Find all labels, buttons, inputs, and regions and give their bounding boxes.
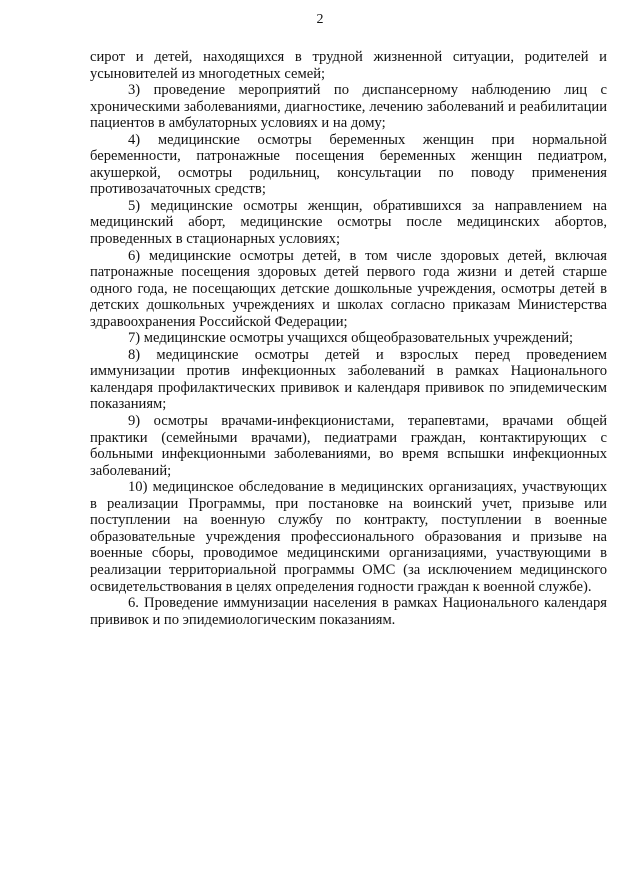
- paragraph-continuation: сирот и детей, находящихся в трудной жизненной ситуации, родителей и усыновителей из многодетных семей;: [90, 49, 607, 82]
- paragraph-item-10: 10) медицинское обследование в медицинских организациях, участвующих в реализации Программы, при постановке на воинский учет, призыве или поступлении на военную службу по контракту, поступлении в военные образовательные учреждения профессионального образования и призыве на военные сборы, проводимое медицинскими организациями, участвующими в реализации территориальной программы ОМС (за исключением медицинского освидетельствования в целях определения годности граждан к военной службе).: [90, 479, 607, 595]
- paragraph-item-8: 8) медицинские осмотры детей и взрослых перед проведением иммунизации против инфекционных заболеваний в рамках Национального календаря профилактических прививок и календаря прививок по эпидемическим показаниям;: [90, 346, 607, 413]
- document-body: [90, 49, 607, 628]
- paragraph-item-7: 7) медицинские осмотры учащихся общеобразовательных учреждений;: [128, 330, 574, 347]
- paragraph-item-5: 5) медицинские осмотры женщин, обратившихся за направлением на медицинский аборт, медицинские осмотры после медицинских абортов, проведенных в стационарных условиях;: [90, 197, 607, 248]
- page-number: 2: [316, 12, 324, 27]
- paragraph-section-6: 6. Проведение иммунизации населения в рамках Национального календаря прививок и по эпидемиологическим показаниям.: [90, 595, 607, 628]
- paragraph-item-3: 3) проведение мероприятий по диспансерному наблюдению лиц с хроническими заболеваниями, диагностике, лечению заболеваний и реабилитации пациентов в амбулаторных условиях и на дому;: [90, 82, 607, 132]
- paragraph-item-9: 9) осмотры врачами-инфекционистами, терапевтами, врачами общей практики (семейными врачами), педиатрами граждан, контактирующих с больными инфекционными заболеваниями, во время вспышки инфекционных заболеваний;: [90, 413, 607, 479]
- paragraph-item-4: 4) медицинские осмотры беременных женщин при нормальной беременности, патронажные посещения беременных женщин педиатром, акушеркой, осмотры родильниц, консультации по поводу применения противозачаточных средств;: [90, 131, 607, 198]
- paragraph-item-6: 6) медицинские осмотры детей, в том числе здоровых детей, включая патронажные посещения здоровых детей первого года жизни и детей старше одного года, не посещающих детские дошкольные учреждения, осмотры детей в детских дошкольных учреждениях и школах согласно приказам Министерства здравоохранения Российской Федерации;: [90, 247, 607, 330]
